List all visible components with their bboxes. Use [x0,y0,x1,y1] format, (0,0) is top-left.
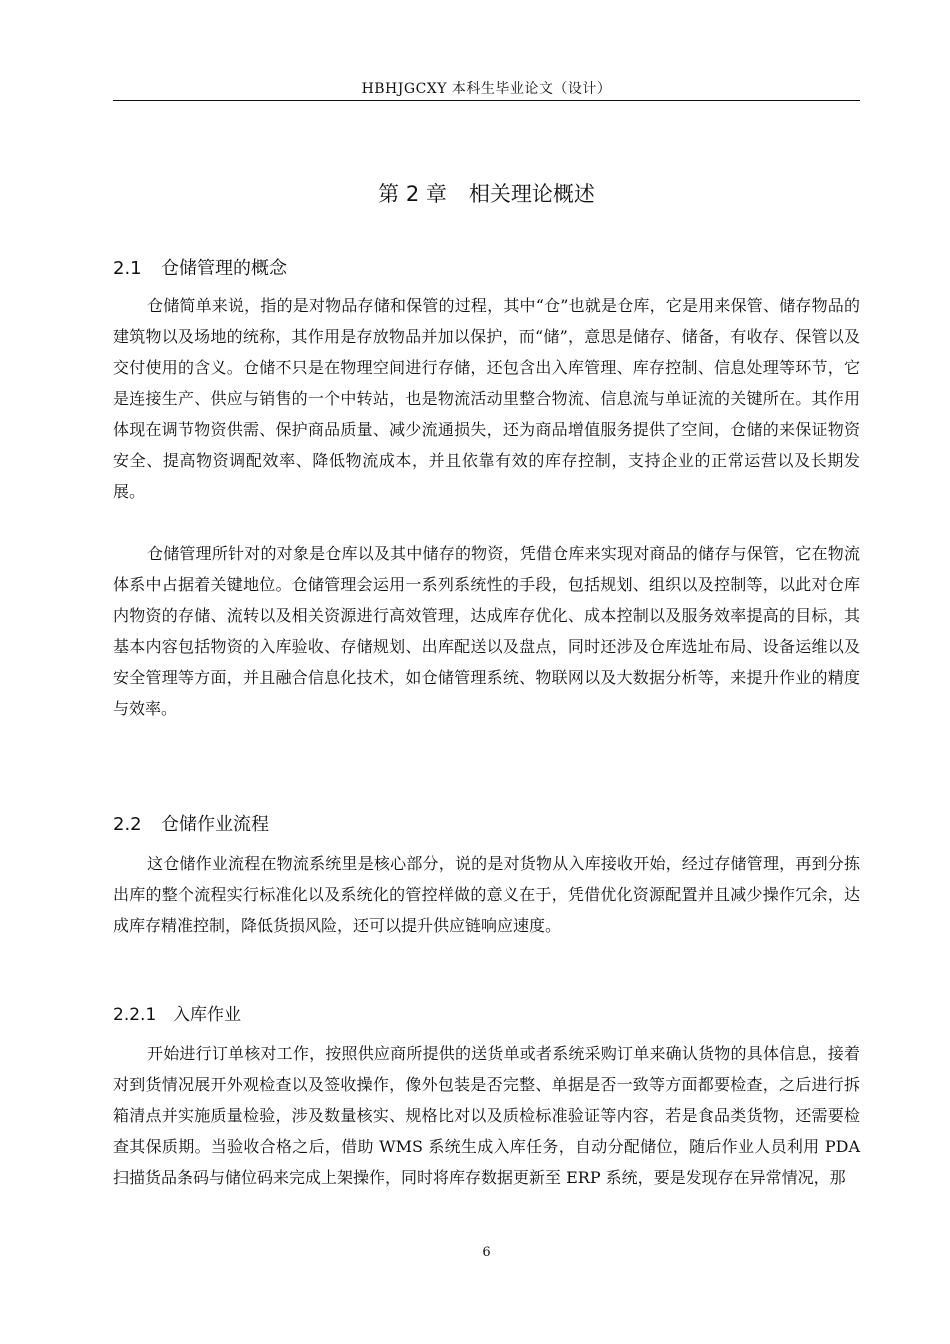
section-number: 2.2 [113,814,142,835]
chapter-title-text: 相关理论概述 [468,182,595,206]
chapter-number: 第 2 章 [378,182,447,206]
paragraph: 这仓储作业流程在物流系统里是核心部分，说的是对货物从入库接收开始，经过存储管理，再到分拣出库的整个流程实行标准化以及系统化的管控样做的意义在于，凭借优化资源配置并且减少操作冗余，达成库存精准控制，降低货损风险，还可以提升供应链响应速度。 [113,854,860,935]
page-number: 6 [482,1245,491,1260]
subsection-heading-2-2-1 [113,1000,241,1025]
section-number: 2.1 [113,258,142,279]
running-header: HBHJGCXY 本科生毕业论文（设计） [361,81,612,97]
subsection-number: 2.2.1 [113,1005,157,1025]
section-heading-2-1 [113,254,287,280]
header-rule [113,100,860,101]
paragraph: 仓储管理所针对的对象是仓库以及其中储存的物资，凭借仓库来实现对商品的储存与保管，它在物流体系中占据着关键地位。仓储管理会运用一系列系统性的手段，包括规划、组织以及控制等，以此对仓库内物资的存储、流转以及相关资源进行高效管理，达成库存优化、成本控制以及服务效率提高的目标，其基本内容包括物资的入库验收、存储规划、出库配送以及盘点，同时还涉及仓库选址布局、设备运维以及安全管理等方面，并且融合信息化技术，如仓储管理系统、物联网以及大数据分析等，来提升作业的精度与效率。 [113,544,860,718]
section-heading-2-2 [113,810,269,836]
chapter-title [113,178,860,208]
subsection-title: 入库作业 [173,1005,241,1025]
paragraph: 仓储简单来说，指的是对物品存储和保管的过程，其中“仓”也就是仓库，它是用来保管、储存物品的建筑物以及场地的统称，其作用是存放物品并加以保护，而“储”，意思是储存、储备，有收存、保管以及交付使用的含义。仓储不只是在物理空间进行存储，还包含出入库管理、库存控制、信息处理等环节，它是连接生产、供应与销售的一个中转站，也是物流活动里整合物流、信息流与单证流的关键所在。其作用体现在调节物资供需、保护商品质量、减少流通损失，还为商品增值服务提供了空间，仓储的来保证物资安全、提高物资调配效率、降低物流成本，并且依靠有效的库存控制，支持企业的正常运营以及长期发展。 [113,296,860,501]
section-title: 仓储作业流程 [161,814,269,835]
paragraph: 开始进行订单核对工作，按照供应商所提供的送货单或者系统采购订单来确认货物的具体信息，接着对到货情况展开外观检查以及签收操作，像外包装是否完整、单据是否一致等方面都要检查，之后进行拆箱清点并实施质量检验，涉及数量核实、规格比对以及质检标准验证等内容，若是食品类货物，还需要检查其保质期。当验收合格之后，借助 WMS 系统生成入库任务，自动分配储位，随后作业人员利用 PDA 扫描货品条码与储位码来完成上架操作，同时将库存数据更新至 ERP 系统，要是发现存在异常情况，那 [113,1044,860,1187]
section-title: 仓储管理的概念 [161,258,287,279]
